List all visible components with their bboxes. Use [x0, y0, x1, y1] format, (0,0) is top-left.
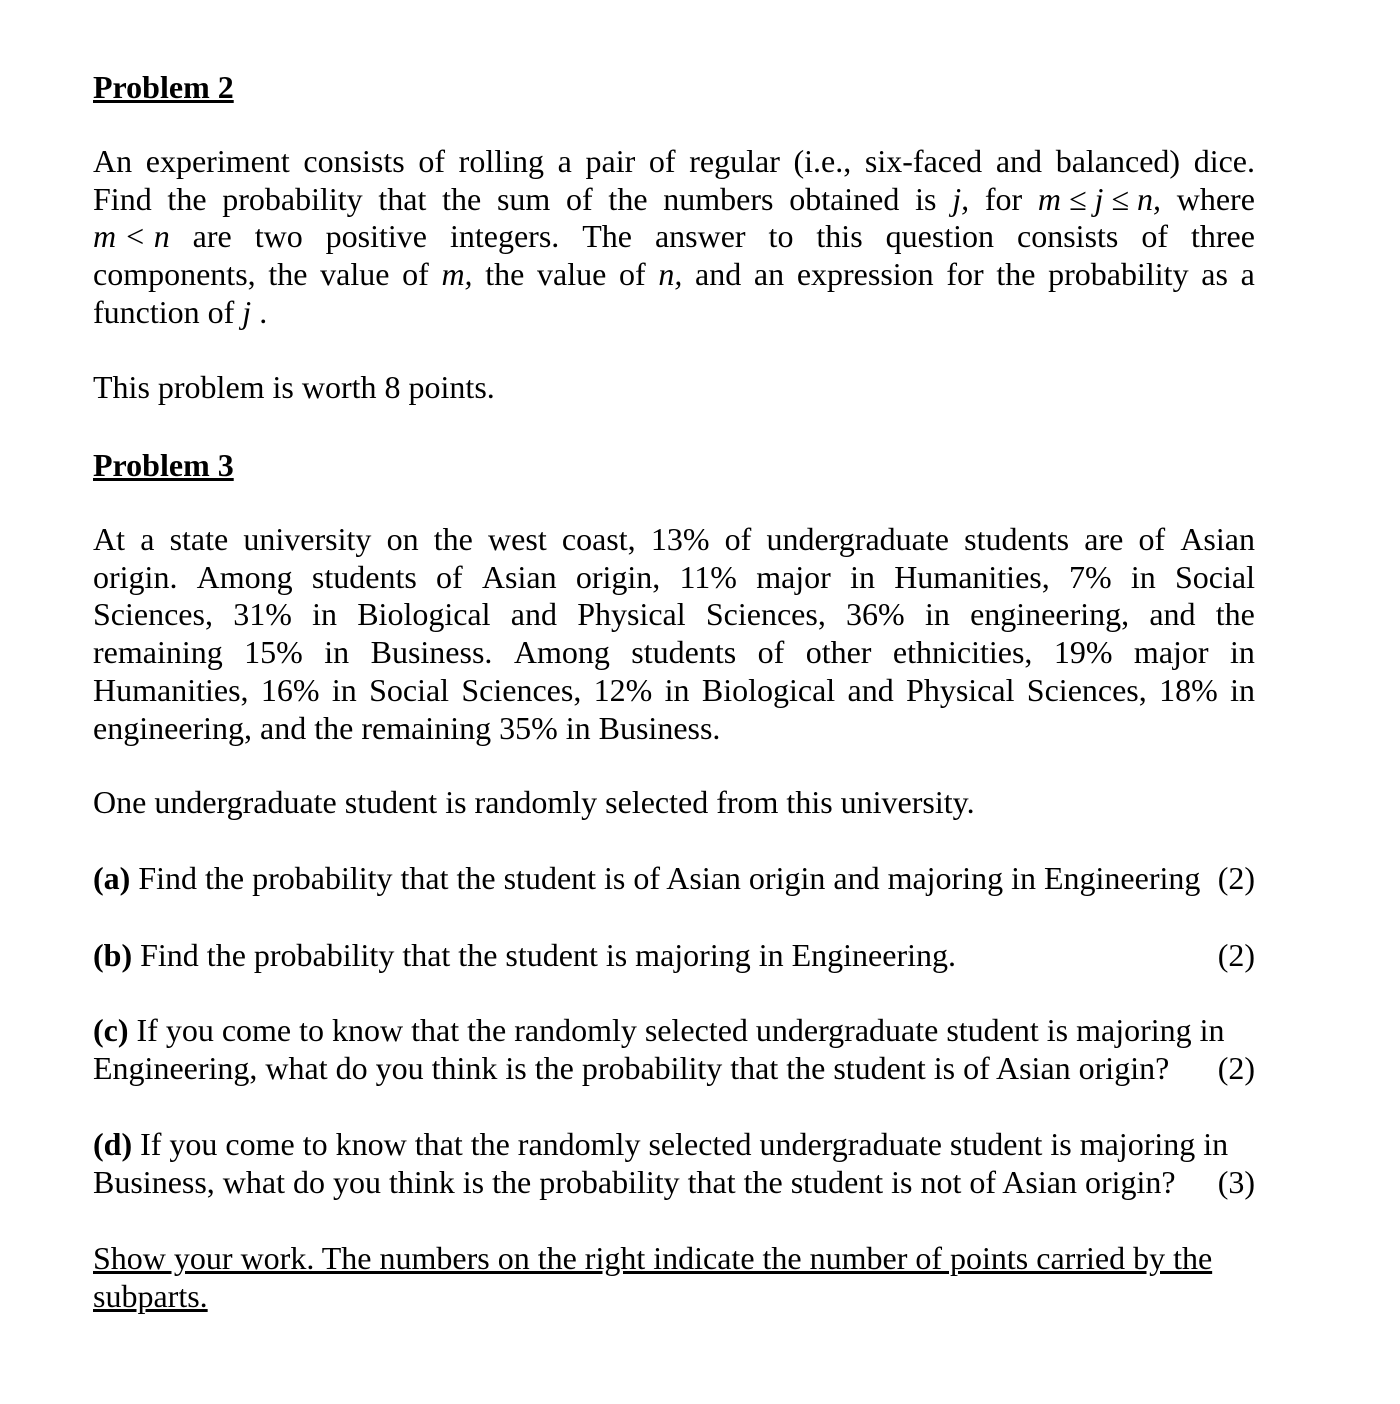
- word: Sciences,: [93, 596, 213, 633]
- word: major: [756, 558, 831, 595]
- word: pair: [585, 143, 636, 179]
- word: Among: [513, 634, 610, 671]
- word: m,: [441, 256, 473, 293]
- word: probability: [1048, 256, 1189, 293]
- word: the: [485, 256, 525, 293]
- word: The: [582, 218, 632, 255]
- word: sum: [496, 180, 551, 217]
- word: components,: [93, 256, 256, 293]
- part-c-line1: If you come to know that the randomly selected undergraduate student is majoring in: [128, 1012, 1225, 1048]
- part-d: [93, 1126, 1255, 1201]
- word: in: [1230, 671, 1255, 708]
- word: answer: [654, 218, 746, 255]
- problem-3-line: [93, 596, 1255, 634]
- word: 36%: [846, 596, 905, 633]
- word: in: [924, 596, 950, 633]
- word: Find: [93, 180, 152, 217]
- word: origin.: [93, 558, 178, 595]
- problem-2-title: Problem 2: [93, 69, 234, 105]
- word: 12%: [593, 671, 653, 708]
- problem-3-selection: One undergraduate student is randomly selected from this university.: [93, 784, 975, 820]
- word: where: [1176, 180, 1255, 217]
- word: of: [402, 256, 429, 293]
- word: Asian: [481, 558, 557, 595]
- problem-2-line: [93, 181, 1255, 219]
- word: in: [850, 558, 875, 595]
- word: Biological: [701, 671, 836, 708]
- word: of: [724, 521, 752, 557]
- part-b-label: (b): [93, 937, 133, 973]
- word: Humanities,: [894, 558, 1050, 595]
- word: for: [984, 180, 1023, 217]
- word: that: [378, 180, 427, 217]
- part-c-points: (2): [1217, 1049, 1255, 1086]
- word: is: [915, 180, 937, 217]
- word: in: [324, 634, 350, 671]
- word: and: [847, 671, 894, 708]
- word: a: [140, 521, 155, 557]
- word: (i.e.,: [793, 143, 852, 179]
- word: ethnicities,: [892, 634, 1033, 671]
- word: the: [996, 256, 1036, 293]
- word: major: [1133, 634, 1209, 671]
- problem-3-line: [93, 634, 1255, 672]
- word: to: [768, 218, 794, 255]
- word: question: [885, 218, 995, 255]
- part-b: [93, 937, 1255, 975]
- word: remaining: [93, 634, 223, 671]
- word: of: [418, 143, 446, 179]
- word: 16%: [260, 671, 320, 708]
- word: and: [510, 596, 557, 633]
- word: and: [695, 256, 742, 293]
- word: six-faced: [864, 143, 983, 179]
- word: j,: [952, 180, 970, 217]
- word: consists: [303, 143, 405, 179]
- word: Sciences,: [705, 596, 826, 633]
- word: the: [1215, 596, 1255, 633]
- part-b-points: (2): [1217, 937, 1255, 973]
- part-a-points: (2): [1217, 860, 1255, 896]
- part-d-line1: If you come to know that the randomly selected undergraduate student is majoring in: [132, 1126, 1229, 1162]
- problem-3-last-line: engineering, and the remaining 35% in Business.: [93, 709, 721, 746]
- word: balanced): [1055, 143, 1181, 179]
- word: of: [566, 180, 593, 217]
- show-work-note: [93, 1240, 1255, 1315]
- word: an: [753, 256, 785, 293]
- show-work-note-line2: subparts.: [93, 1277, 208, 1314]
- word: rolling: [458, 143, 544, 179]
- word: on: [386, 521, 419, 557]
- word: three: [1190, 218, 1255, 255]
- word: in: [331, 671, 357, 708]
- word: Social: [1174, 558, 1255, 595]
- word: regular: [689, 143, 780, 179]
- word: students: [631, 634, 737, 671]
- word: in: [1130, 558, 1156, 595]
- word: Sciences,: [461, 671, 582, 708]
- word: At: [93, 521, 125, 557]
- part-a-label: (a): [93, 860, 131, 896]
- word: are: [192, 218, 232, 255]
- part-b-text: Find the probability that the student is majoring in Engineering.: [132, 937, 956, 973]
- word: this: [816, 218, 863, 255]
- problem-3-line: [93, 672, 1255, 710]
- word: Asian: [1180, 521, 1255, 557]
- word: students: [311, 558, 417, 595]
- word: of: [1141, 218, 1168, 255]
- word: integers.: [449, 218, 560, 255]
- problem-2-points: This problem is worth 8 points.: [93, 369, 495, 405]
- show-work-note-line1: Show your work. The numbers on the right indicate the number of points carried by the: [93, 1240, 1213, 1276]
- word: of: [1138, 521, 1166, 557]
- word: and: [1149, 596, 1196, 633]
- word: are: [1084, 521, 1124, 557]
- part-d-line2: Business, what do you think is the probability that the student is not of Asian origin?: [93, 1163, 1176, 1200]
- part-c-label: (c): [93, 1012, 129, 1048]
- word: probability: [222, 180, 363, 217]
- word: other: [805, 634, 872, 671]
- part-d-label: (d): [93, 1126, 133, 1162]
- word: value: [537, 256, 607, 293]
- word: the: [442, 180, 482, 217]
- word: numbers: [663, 180, 774, 217]
- word: 13%: [650, 521, 710, 557]
- word: 11%: [679, 558, 737, 595]
- word: value: [320, 256, 390, 293]
- word: m < n: [93, 218, 170, 255]
- word: as: [1201, 256, 1228, 293]
- word: for: [946, 256, 984, 293]
- word: 31%: [233, 596, 292, 633]
- word: state: [169, 521, 229, 557]
- word: of: [757, 634, 785, 671]
- word: coast,: [561, 521, 636, 557]
- word: a: [1240, 256, 1255, 293]
- part-c-line2: Engineering, what do you think is the probability that the student is of Asian origin?: [93, 1049, 1170, 1086]
- word: expression: [796, 256, 934, 293]
- word: university: [243, 521, 372, 557]
- word: An: [93, 143, 133, 179]
- word: students: [964, 521, 1070, 557]
- word: 18%: [1159, 671, 1218, 708]
- word: west: [488, 521, 547, 557]
- word: in: [1230, 634, 1255, 671]
- problem-3-line: [93, 521, 1255, 559]
- problem-2-line: [93, 256, 1255, 294]
- word: m ≤ j ≤ n,: [1037, 180, 1161, 217]
- word: Biological: [357, 596, 491, 633]
- word: and: [995, 143, 1043, 179]
- word: a: [557, 143, 572, 179]
- part-d-points: (3): [1217, 1163, 1255, 1200]
- word: 15%: [244, 634, 303, 671]
- word: the: [268, 256, 308, 293]
- word: of: [436, 558, 463, 595]
- word: Among: [196, 558, 293, 595]
- problem-2-line: [93, 143, 1255, 181]
- word: of: [648, 143, 676, 179]
- part-a: [93, 860, 1255, 898]
- word: two: [254, 218, 303, 255]
- word: origin,: [575, 558, 661, 595]
- word: positive: [325, 218, 427, 255]
- part-c: [93, 1012, 1255, 1087]
- word: the: [433, 521, 473, 557]
- problem-3-line: [93, 559, 1255, 597]
- word: engineering,: [970, 596, 1130, 633]
- problem-2-statement: [93, 143, 1255, 332]
- word: consists: [1017, 218, 1119, 255]
- word: dice.: [1193, 143, 1255, 179]
- problem-3-statement: [93, 521, 1255, 747]
- word: Social: [369, 671, 450, 708]
- word: Physical: [577, 596, 686, 633]
- word: in: [312, 596, 337, 633]
- word: 19%: [1053, 634, 1113, 671]
- word: Physical: [906, 671, 1015, 708]
- word: in: [664, 671, 690, 708]
- problem-3-title: Problem 3: [93, 447, 234, 483]
- word: Humanities,: [93, 671, 249, 708]
- word: 7%: [1068, 558, 1112, 595]
- part-a-text: Find the probability that the student is of Asian origin and majoring in Engineering: [130, 860, 1201, 896]
- word: n,: [658, 256, 683, 293]
- problem-2-line: [93, 218, 1255, 256]
- problem-2-last-line: function of j .: [93, 293, 268, 330]
- word: obtained: [789, 180, 900, 217]
- word: Business.: [370, 634, 493, 671]
- word: experiment: [145, 143, 290, 179]
- word: Sciences,: [1026, 671, 1147, 708]
- word: undergraduate: [766, 521, 949, 557]
- word: the: [167, 180, 207, 217]
- word: of: [619, 256, 646, 293]
- word: the: [608, 180, 648, 217]
